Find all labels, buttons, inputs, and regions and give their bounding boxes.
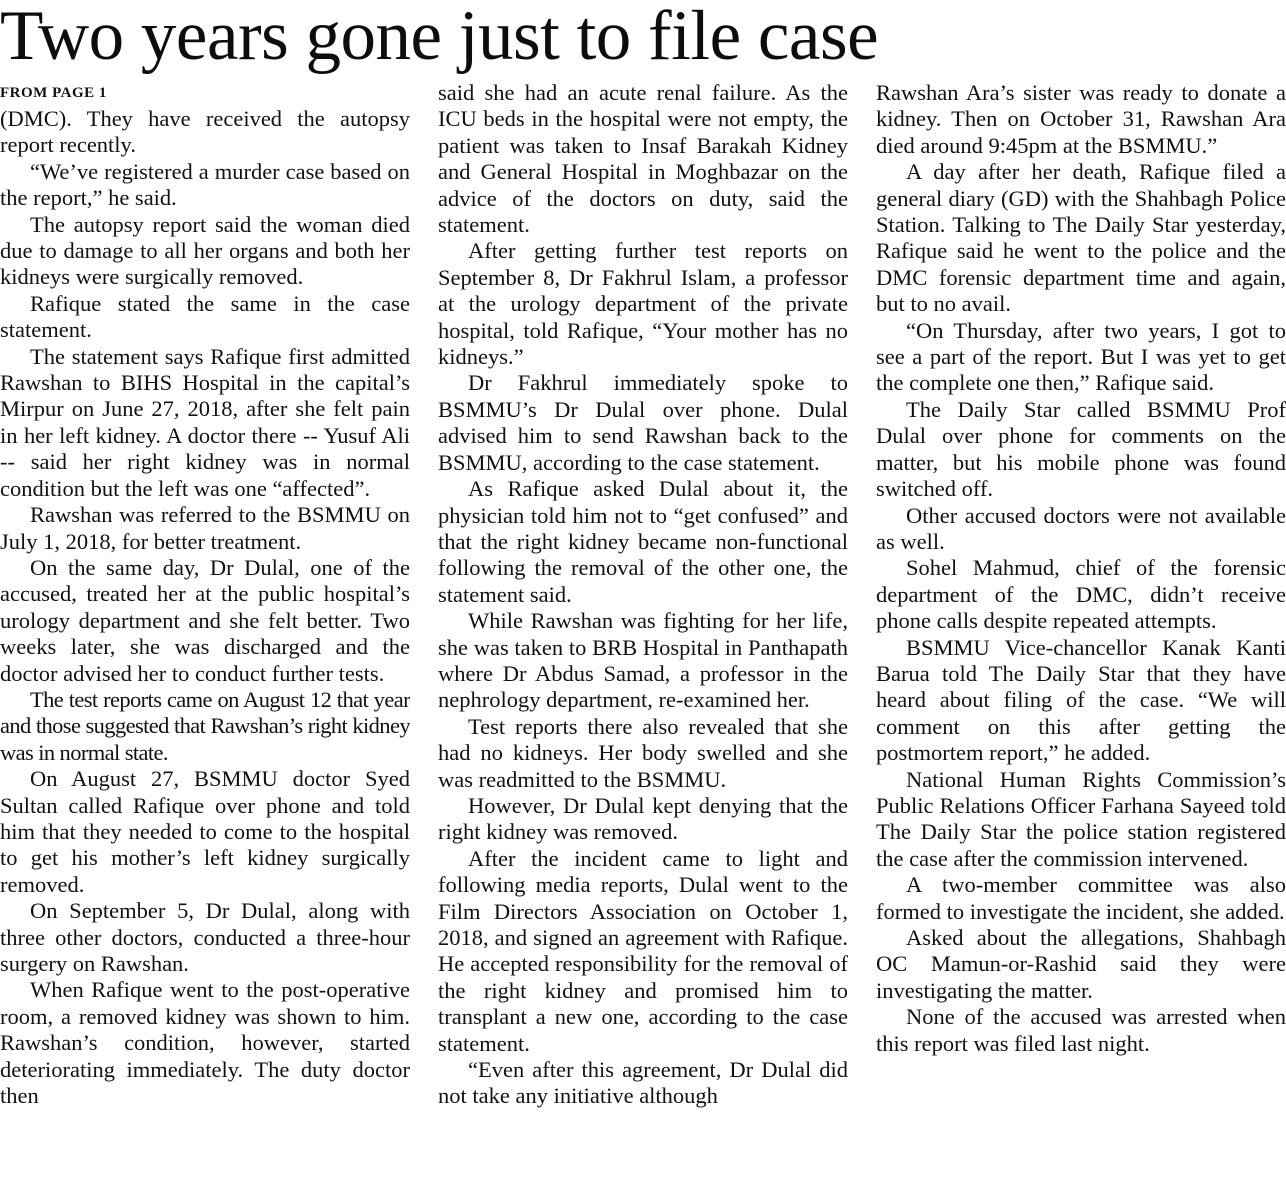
paragraph: National Human Rights Commission’s Public Relations Officer Farhana Sayeed told The Daily Star the police station registered the case after the commission intervened. bbox=[876, 766, 1286, 871]
paragraph: The autopsy report said the woman died due to damage to all her organs and both her kidneys were surgically removed. bbox=[0, 211, 410, 290]
paragraph: The Daily Star called BSMMU Prof Dulal over phone for comments on the matter, but his mobile phone was found switched off. bbox=[876, 396, 1286, 502]
paragraph: The test reports came on August 12 that year and those suggested that Rawshan’s right kidney was in normal state. bbox=[0, 686, 410, 765]
article-column-3 bbox=[876, 80, 1286, 1192]
paragraph: On September 5, Dr Dulal, along with three other doctors, conducted a three-hour surgery on Rawshan. bbox=[0, 898, 410, 976]
paragraph: Rawshan was referred to the BSMMU on July 1, 2018, for better treatment. bbox=[0, 502, 410, 554]
paragraph: “We’ve registered a murder case based on the report,” he said. bbox=[0, 158, 410, 211]
paragraph: “On Thursday, after two years, I got to see a part of the report. But I was yet to get the complete one then,” Rafique said. bbox=[876, 317, 1286, 396]
paragraph: Sohel Mahmud, chief of the forensic department of the DMC, didn’t receive phone calls despite repeated attempts. bbox=[876, 555, 1286, 634]
paragraph: As Rafique asked Dulal about it, the physician told him not to “get confused” and that the right kidney became non-functional following the removal of the other one, the statement said. bbox=[438, 476, 848, 607]
headline: Two years gone just to file case bbox=[0, 0, 879, 75]
paragraph: Asked about the allegations, Shahbagh OC Mamun-or-Rashid said they were investigating the matter. bbox=[876, 925, 1286, 1003]
article-column-1 bbox=[0, 80, 410, 1192]
paragraph: (DMC). They have received the autopsy report recently. bbox=[0, 106, 410, 158]
paragraph: When Rafique went to the post-operative room, a removed kidney was shown to him. Rawshan’s condition, however, started deteriorating immediately. The duty doctor then bbox=[0, 977, 410, 1109]
paragraph: After getting further test reports on September 8, Dr Fakhrul Islam, a professor at the urology department of the private hospital, told Rafique, “Your mother has no kidneys.” bbox=[438, 238, 848, 370]
paragraph: “Even after this agreement, Dr Dulal did not take any initiative although bbox=[438, 1057, 848, 1109]
paragraph: After the incident came to light and following media reports, Dulal went to the Film Directors Association on October 1, 2018, and signed an agreement with Rafique. He accepted responsibility for the removal of the right kidney and promised him to transplant a new one, according to the case statement. bbox=[438, 845, 848, 1056]
paragraph: The statement says Rafique first admitted Rawshan to BIHS Hospital in the capital’s Mirpur on June 27, 2018, after she felt pain in her left kidney. A doctor there -- Yusuf Ali -- said her right kidney was in normal condition but the left was one “affected”. bbox=[0, 343, 410, 501]
paragraph: Other accused doctors were not available as well. bbox=[876, 502, 1286, 554]
article-column-2 bbox=[438, 80, 848, 1192]
paragraph: On August 27, BSMMU doctor Syed Sultan called Rafique over phone and told him that they needed to come to the hospital to get his mother’s left kidney surgically removed. bbox=[0, 766, 410, 897]
paragraph: A two-member committee was also formed to investigate the incident, she added. bbox=[876, 872, 1286, 924]
paragraph: Rafique stated the same in the case statement. bbox=[0, 290, 410, 343]
paragraph: A day after her death, Rafique filed a general diary (GD) with the Shahbagh Police Station. Talking to The Daily Star yesterday, Rafique said he went to the police and the DMC forensic department time and again, but to no avail. bbox=[876, 159, 1286, 317]
paragraph: Test reports there also revealed that she had no kidneys. Her body swelled and she was readmitted to the BSMMU. bbox=[438, 713, 848, 792]
paragraph: None of the accused was arrested when this report was filed last night. bbox=[876, 1004, 1286, 1056]
paragraph: Rawshan Ara’s sister was ready to donate a kidney. Then on October 31, Rawshan Ara died around 9:45pm at the BSMMU.” bbox=[876, 80, 1286, 158]
paragraph: Dr Fakhrul immediately spoke to BSMMU’s Dr Dulal over phone. Dulal advised him to send Rawshan back to the BSMMU, according to the case statement. bbox=[438, 370, 848, 475]
paragraph: BSMMU Vice-chancellor Kanak Kanti Barua told The Daily Star that they have heard about filing of the case. “We will comment on this after getting the postmortem report,” he added. bbox=[876, 634, 1286, 766]
paragraph: While Rawshan was fighting for her life, she was taken to BRB Hospital in Panthapath where Dr Abdus Samad, a professor in the nephrology department, re-examined her. bbox=[438, 608, 848, 713]
continued-from-label: FROM PAGE 1 bbox=[0, 85, 107, 101]
paragraph: said she had an acute renal failure. As the ICU beds in the hospital were not empty, the patient was taken to Insaf Barakah Kidney and General Hospital in Moghbazar on the advice of the doctors on duty, said the statement. bbox=[438, 80, 848, 238]
paragraph: On the same day, Dr Dulal, one of the accused, treated her at the public hospital’s urology department and she felt better. Two weeks later, she was discharged and the doctor advised her to conduct further tests. bbox=[0, 554, 410, 686]
paragraph: However, Dr Dulal kept denying that the right kidney was removed. bbox=[438, 792, 848, 845]
